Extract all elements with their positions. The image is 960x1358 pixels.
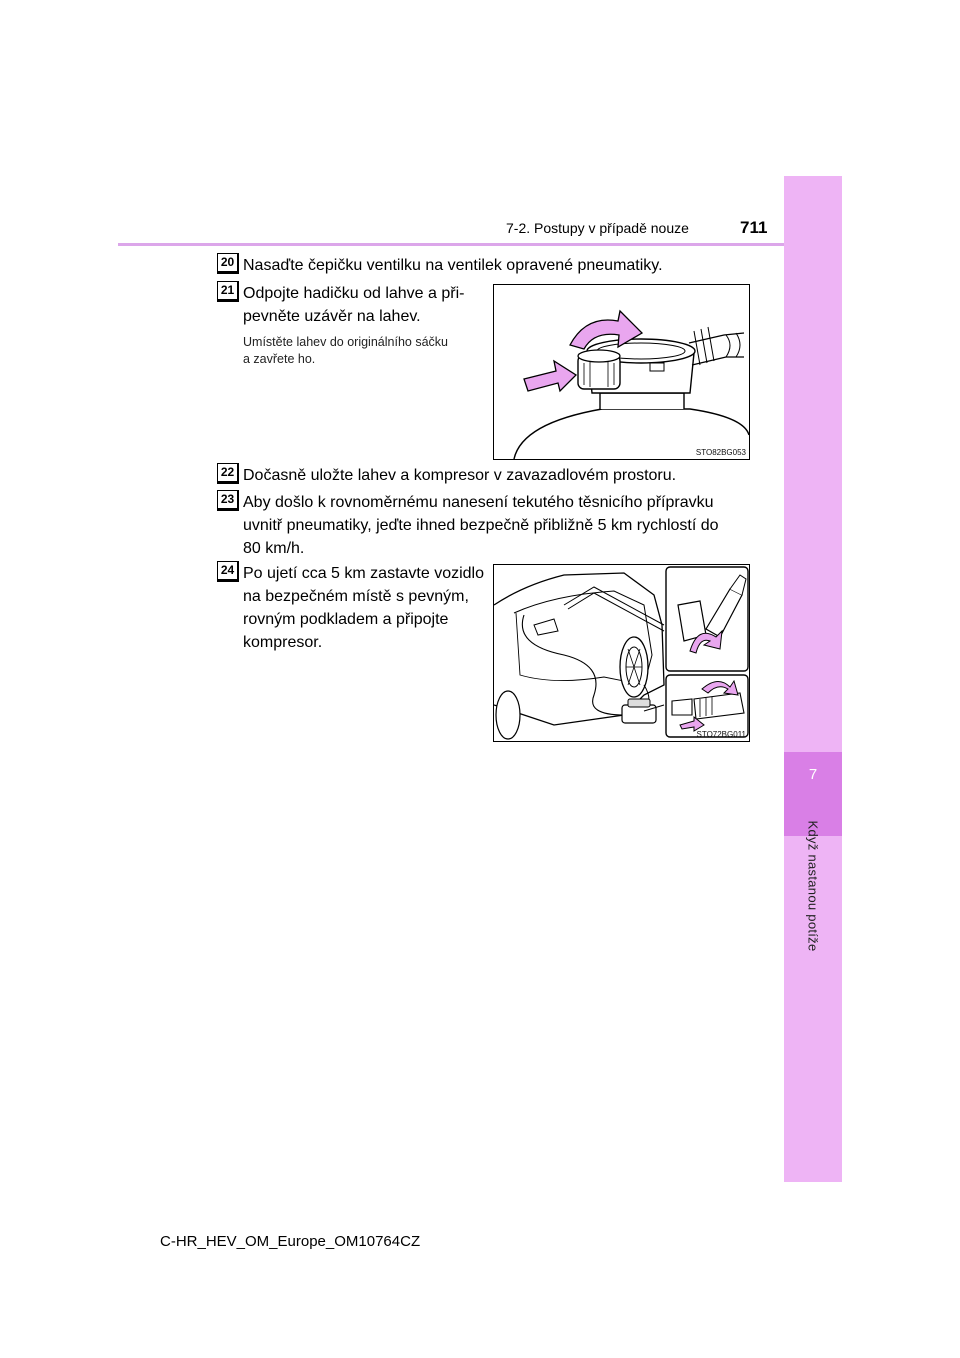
- chapter-title: Když nastanou potíže: [805, 820, 821, 952]
- chapter-side-tab: [784, 176, 842, 1182]
- step-21-note-line-2: a zavřete ho.: [243, 352, 316, 366]
- step-21-note-line-1: Umístěte lahev do originálního sáčku: [243, 335, 448, 349]
- document-id: C-HR_HEV_OM_Europe_OM10764CZ: [160, 1233, 421, 1250]
- step-24-line-4: kompresor.: [243, 634, 323, 651]
- step-badge-24: 24: [217, 561, 239, 582]
- step-badge-23: 23: [217, 490, 239, 511]
- section-title: 7-2. Postupy v případě nouze: [506, 220, 689, 236]
- header-divider: [118, 243, 784, 246]
- step-badge-22: 22: [217, 463, 239, 484]
- car-compressor-illustration: [493, 564, 750, 742]
- step-20-text: Nasaďte čepičku ventilku na ventilek opravené pneumatiky.: [243, 257, 663, 274]
- page-number: 711: [740, 218, 768, 237]
- step-21-line-1: Odpojte hadičku od lahve a při-: [243, 285, 465, 302]
- bottle-cap-drawing: [494, 285, 749, 459]
- car-compressor-drawing: [494, 565, 749, 741]
- step-22-text: Dočasně uložte lahev a kompresor v zavazadlovém prostoru.: [243, 467, 677, 484]
- step-badge-20: 20: [217, 253, 239, 274]
- step-21-line-2: pevněte uzávěr na lahev.: [243, 308, 421, 325]
- step-24-line-1: Po ujetí cca 5 km zastavte vozidlo: [243, 565, 484, 582]
- step-23-line-1: Aby došlo k rovnoměrnému nanesení tekutého těsnicího přípravku: [243, 494, 714, 511]
- step-badge-21: 21: [217, 281, 239, 302]
- chapter-number: 7: [808, 766, 818, 783]
- step-24-line-3: rovným podkladem a připojte: [243, 611, 449, 628]
- step-23-line-2: uvnitř pneumatiky, jeďte ihned bezpečně přibližně 5 km rychlostí do: [243, 517, 719, 534]
- figure-code: STO72BG011: [696, 730, 746, 739]
- bottle-cap-illustration: [493, 284, 750, 460]
- step-23-line-3: 80 km/h.: [243, 540, 305, 557]
- step-24-line-2: na bezpečném místě s pevným,: [243, 588, 469, 605]
- figure-code: STO82BG053: [695, 448, 746, 457]
